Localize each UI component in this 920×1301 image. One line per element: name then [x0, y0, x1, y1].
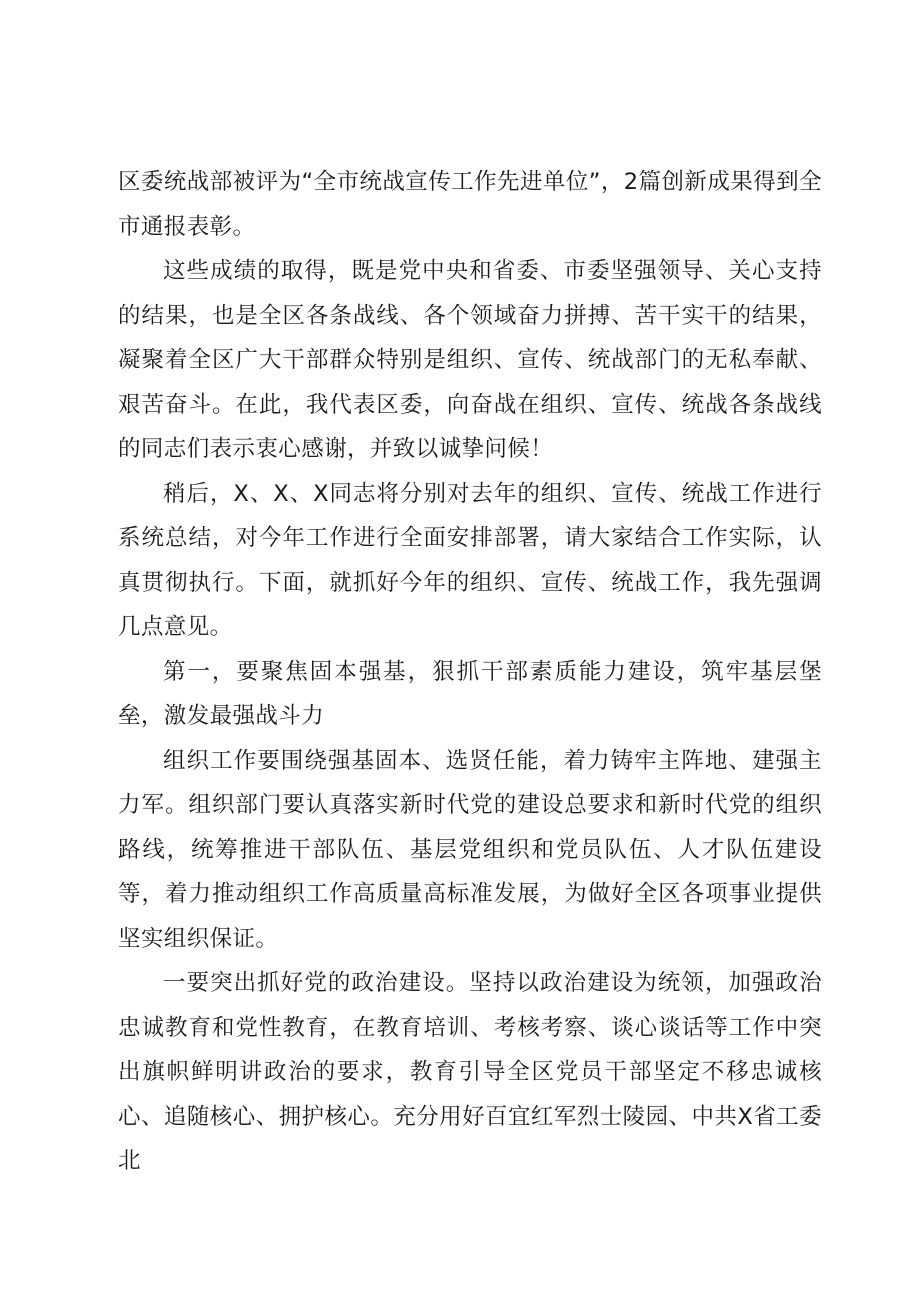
paragraph-3: 稍后，X、X、X同志将分别对去年的组织、宣传、统战工作进行系统总结，对今年工作进行全面安排部署，请大家结合工作实际，认真贯彻执行。下面，就抓好今年的组织、宣传、统战工作，我先强调几点意见。	[118, 480, 822, 640]
section-heading-1: 第一，要聚焦固本强基，狠抓干部素质能力建设，筑牢基层堡垒，激发最强战斗力	[118, 658, 822, 729]
paragraph-5: 一要突出抓好党的政治建设。坚持以政治建设为统领，加强政治忠诚教育和党性教育，在教育培训、考核考察、谈心谈话等工作中突出旗帜鲜明讲政治的要求，教育引导全区党员干部坚定不移忠诚核心、追随核心、拥护核心。充分用好百宜红军烈士陵园、中共X省工委北	[118, 970, 822, 1174]
document-body	[118, 160, 822, 1184]
paragraph-4: 组织工作要围绕强基固本、选贤任能，着力铸牢主阵地、建强主力军。组织部门要认真落实新时代党的建设总要求和新时代党的组织路线，统筹推进干部队伍、基层党组织和党员队伍、人才队伍建设等，着力推动组织工作高质量高标准发展，为做好全区各项事业提供坚实组织保证。	[118, 747, 822, 952]
paragraph-1: 区委统战部被评为“全市统战宣传工作先进单位”，2篇创新成果得到全市通报表彰。	[118, 169, 822, 240]
paragraph-2: 这些成绩的取得，既是党中央和省委、市委坚强领导、关心支持的结果，也是全区各条战线、各个领域奋力拼搏、苦干实干的结果，凝聚着全区广大干部群众特别是组织、宣传、统战部门的无私奉献、艰苦奋斗。在此，我代表区委，向奋战在组织、宣传、统战各条战线的同志们表示衷心感谢，并致以诚挚问候！	[118, 258, 822, 462]
